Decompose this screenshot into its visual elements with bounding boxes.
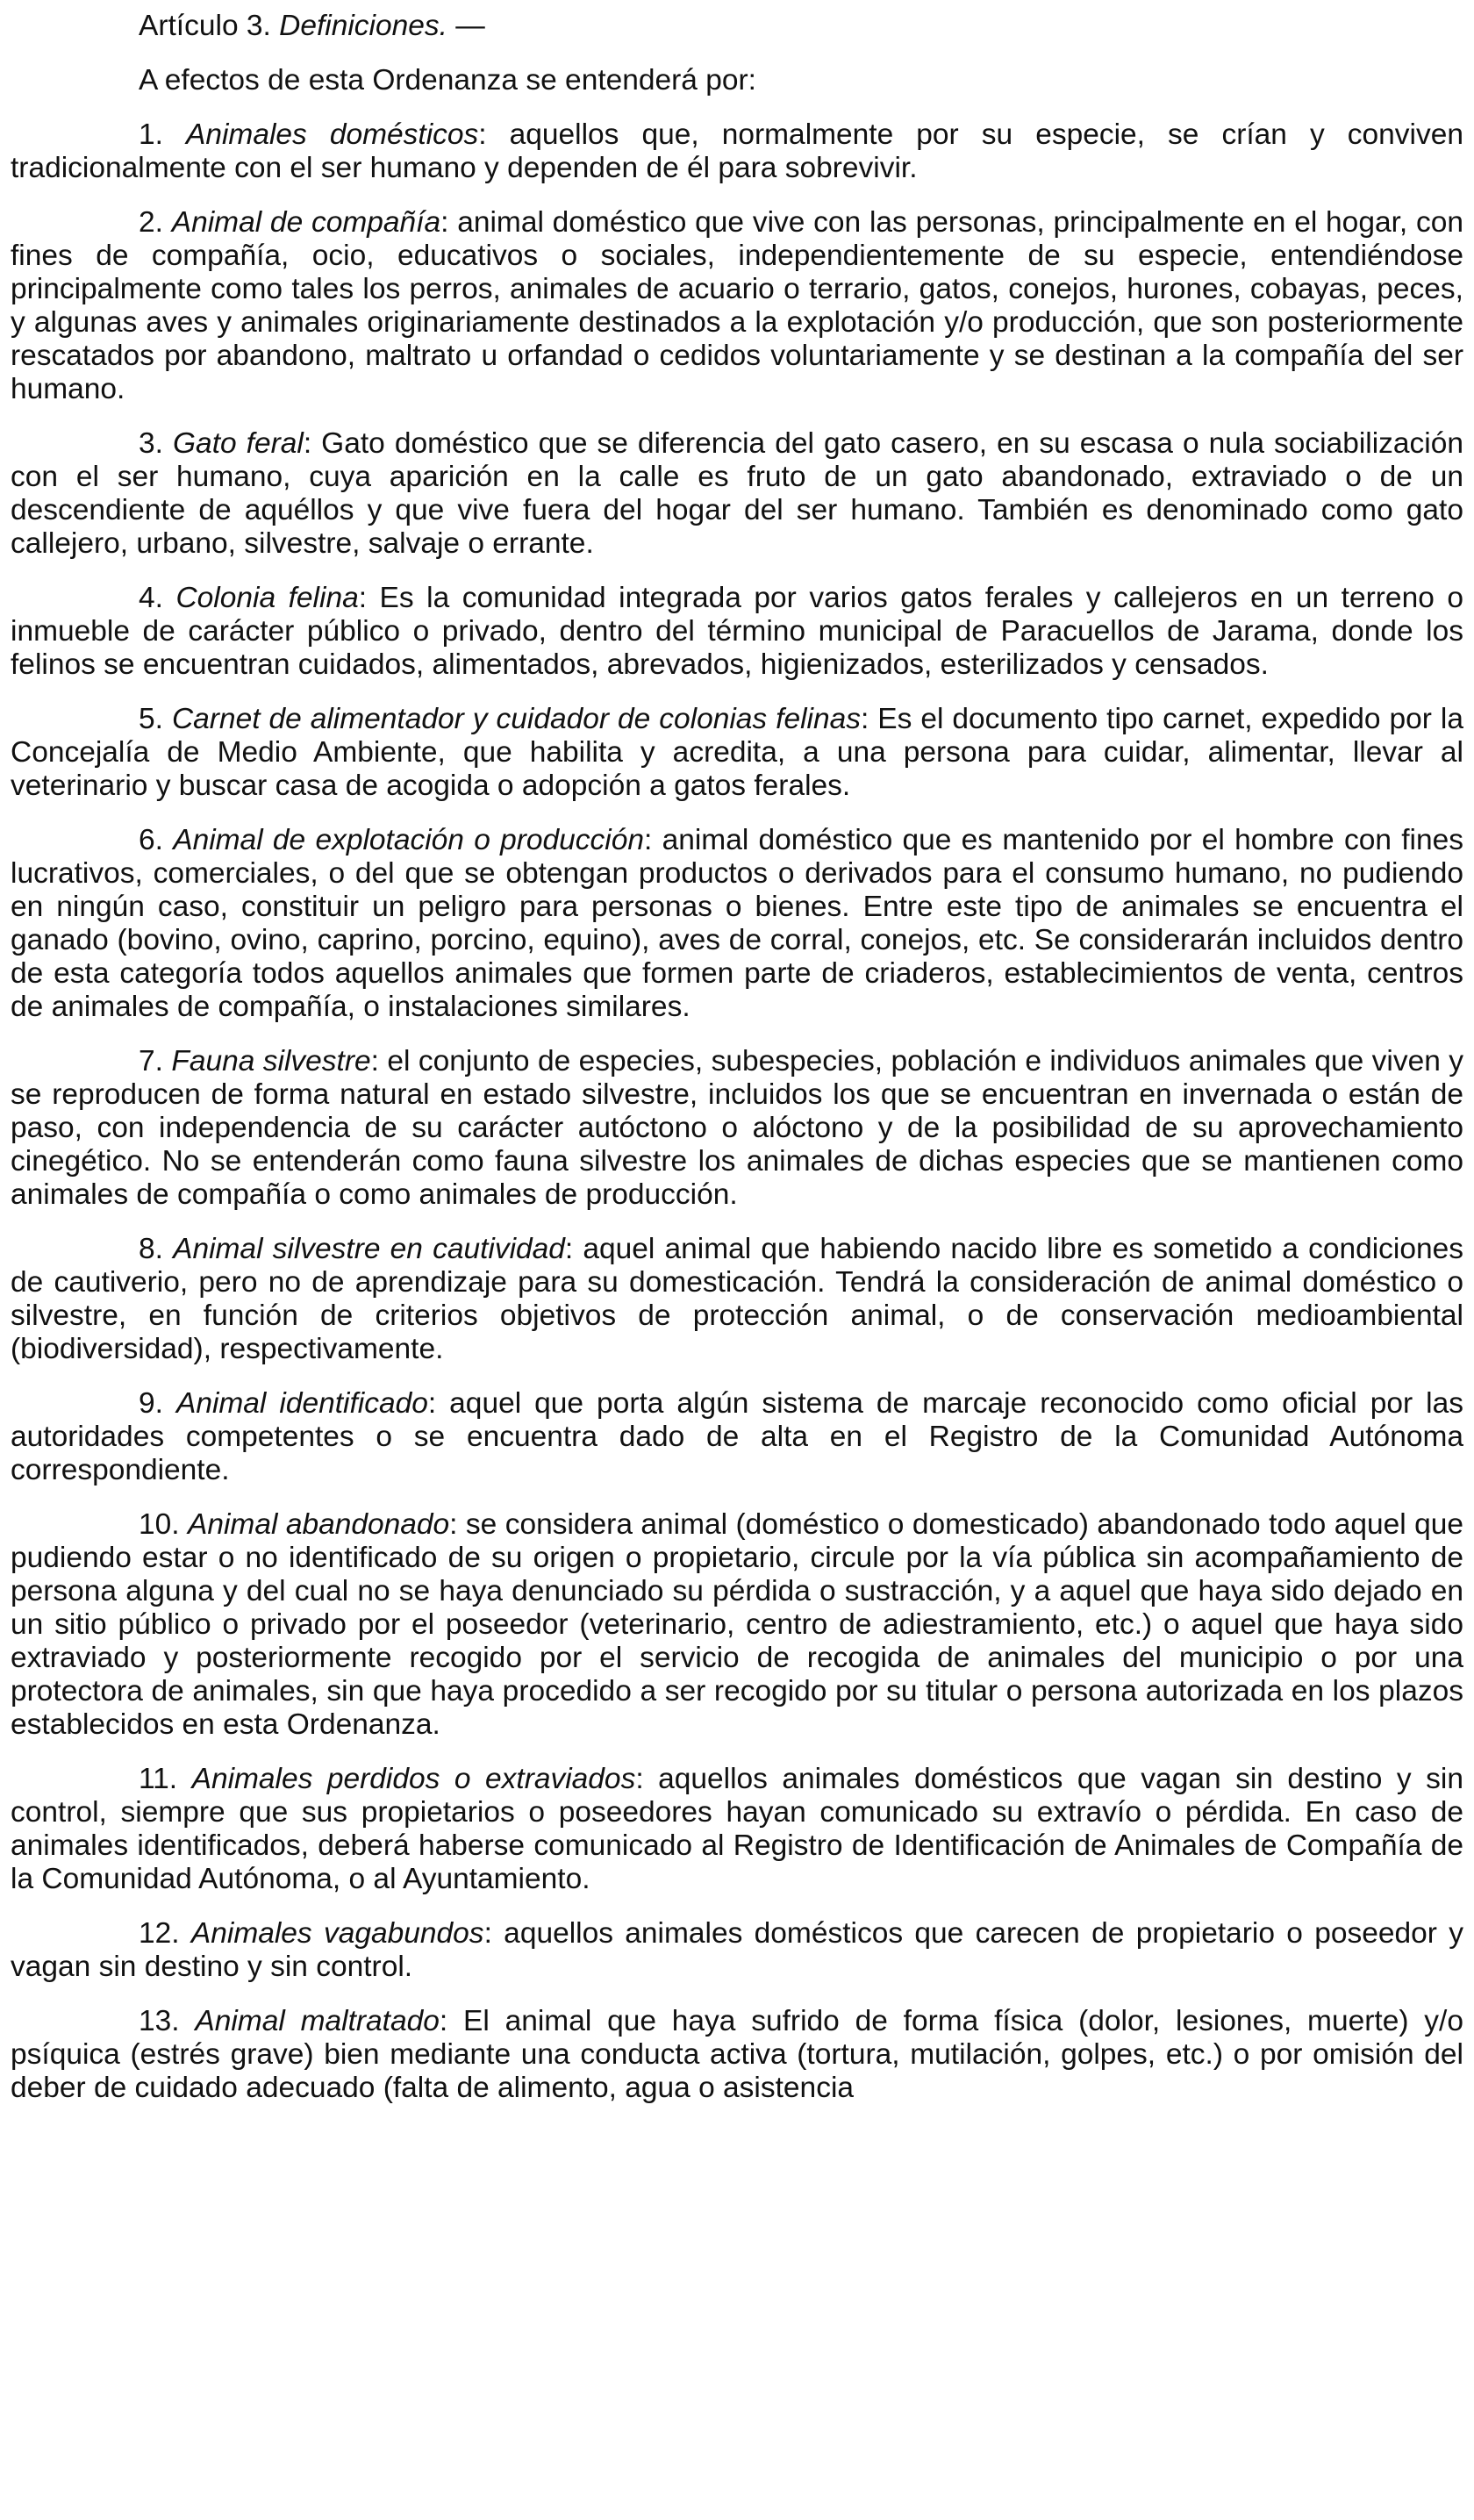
definition-8	[11, 1233, 1463, 1366]
definition-term: Animal de compañía	[171, 206, 441, 239]
definition-number: 11.	[139, 1763, 178, 1795]
definition-text: : Es el documento tipo carnet, expedido por la Concejalía de Medio Ambiente, que habilita y acredita, a una persona para cuidar, alimentar, llevar al veterinario y buscar casa de acogida o adopción a gatos ferales.	[11, 703, 1464, 802]
article-title: Definiciones.	[279, 10, 447, 42]
definition-12	[11, 1917, 1463, 1984]
definition-number: 8.	[139, 1233, 163, 1265]
intro-text: A efectos de esta Ordenanza se entenderá por:	[139, 64, 756, 97]
definition-term: Animal abandonado	[188, 1508, 450, 1541]
definition-number: 13.	[139, 2005, 180, 2037]
definition-text: : el conjunto de especies, subespecies, población e individuos animales que viven y se reproducen de forma natural en estado silvestre, incluidos los que se encuentran en invernada o están de paso, con independencia de su carácter autóctono o alóctono y de la posibilidad de su aprovechamiento cinegético. No se entenderán como fauna silvestre los animales de dichas especies que se mantienen como animales de compañía o como animales de producción.	[11, 1045, 1464, 1211]
definition-number: 2.	[139, 206, 163, 239]
definition-text: : El animal que haya sufrido de forma física (dolor, lesiones, muerte) y/o psíquica (estrés grave) bien mediante una conducta activa (tortura, mutilación, golpes, etc.) o por omisión del deber de cuidado adecuado (falta de alimento, agua o asistencia	[11, 2005, 1463, 2104]
definition-term: Animal silvestre en cautividad	[173, 1233, 565, 1265]
definition-number: 9.	[139, 1387, 163, 1420]
definition-number: 10.	[139, 1508, 180, 1541]
definition-7	[11, 1045, 1463, 1212]
definition-term: Fauna silvestre	[171, 1045, 371, 1077]
definition-term: Animales domésticos	[186, 118, 479, 151]
definition-6	[11, 824, 1463, 1024]
definition-13	[11, 2005, 1463, 2105]
article-number: Artículo 3.	[139, 10, 271, 42]
definition-term: Animales vagabundos	[190, 1917, 484, 1950]
definition-term: Animales perdidos o extraviados	[191, 1763, 636, 1795]
definition-text: : se considera animal (doméstico o domesticado) abandonado todo aquel que pudiendo estar o no identificado de su origen o propietario, circule por la vía pública sin acompañamiento de persona alguna y del cual no se haya denunciado su pérdida o sustracción, y a aquel que haya sido dejado en un sitio público o privado por el poseedor (veterinario, centro de adiestramiento, etc.) o aquel que haya sido extraviado y posteriormente recogido por el servicio de recogida de animales del municipio o por una protectora de animales, sin que haya procedido a ser recogido por su titular o persona autorizada en los plazos establecidos en esta Ordenanza.	[11, 1508, 1463, 1741]
definition-text: : aquel animal que habiendo nacido libre es sometido a condiciones de cautiverio, pero no de aprendizaje para su domesticación. Tendrá la consideración de animal doméstico o silvestre, en función de criterios objetivos de protección animal, o de conservación medioambiental (biodiversidad), respectivamente.	[11, 1233, 1463, 1365]
definition-text: : Gato doméstico que se diferencia del gato casero, en su escasa o nula sociabilización con el ser humano, cuya aparición en la calle es fruto de un gato abandonado, extraviado o de un descendiente de aquéllos y que vive fuera del hogar del ser humano. También es denominado como gato callejero, urbano, silvestre, salvaje o errante.	[11, 427, 1464, 560]
definition-number: 1.	[139, 118, 163, 151]
definition-text: : Es la comunidad integrada por varios gatos ferales y callejeros en un terreno o inmueble de carácter público o privado, dentro del término municipal de Paracuellos de Jarama, donde los felinos se encuentran cuidados, alimentados, abrevados, higienizados, esterilizados y censados.	[11, 582, 1463, 681]
definition-term: Animal identificado	[175, 1387, 428, 1420]
definition-number: 6.	[139, 824, 163, 856]
document-page	[11, 0, 1463, 2105]
article-heading	[11, 10, 1463, 43]
definition-3	[11, 427, 1463, 561]
definition-term: Animal maltratado	[195, 2005, 440, 2037]
definition-1	[11, 118, 1463, 185]
definition-number: 5.	[139, 703, 163, 735]
definition-text: : aquellos animales domésticos que carecen de propietario o poseedor y vagan sin destino y sin control.	[11, 1917, 1464, 1983]
definition-9	[11, 1387, 1463, 1487]
definition-text: : aquel que porta algún sistema de marcaje reconocido como oficial por las autoridades competentes o se encuentra dado de alta en el Registro de la Comunidad Autónoma correspondiente.	[11, 1387, 1463, 1486]
definition-text: : animal doméstico que vive con las personas, principalmente en el hogar, con fines de compañía, ocio, educativos o sociales, independientemente de su especie, entendiéndose principalmente como tales los perros, animales de acuario o terrario, gatos, conejos, hurones, cobayas, peces, y algunas aves y animales originariamente destinados a la explotación y/o producción, que son posteriormente rescatados por abandono, maltrato u orfandad o cedidos voluntariamente y se destinan a la compañía del ser humano.	[11, 206, 1463, 405]
definition-text: : animal doméstico que es mantenido por el hombre con fines lucrativos, comerciales, o del que se obtengan productos o derivados para el consumo humano, no pudiendo en ningún caso, constituir un peligro para personas o bienes. Entre este tipo de animales se encuentra el ganado (bovino, ovino, caprino, porcino, equino), aves de corral, conejos, etc. Se considerarán incluidos dentro de esta categoría todos aquellos animales que formen parte de criaderos, establecimientos de venta, centros de animales de compañía, o instalaciones similares.	[11, 824, 1463, 1023]
definition-term: Gato feral	[173, 427, 304, 460]
definition-text: : aquellos que, normalmente por su especie, se crían y conviven tradicionalmente con el ser humano y dependen de él para sobrevivir.	[11, 118, 1463, 184]
definition-number: 7.	[139, 1045, 163, 1077]
article-dash: —	[455, 10, 485, 42]
definition-11	[11, 1763, 1463, 1896]
definition-5	[11, 703, 1463, 803]
definition-number: 12.	[139, 1917, 180, 1950]
definition-number: 3.	[139, 427, 163, 460]
definition-2	[11, 206, 1463, 406]
definition-term: Carnet de alimentador y cuidador de colonias felinas	[171, 703, 861, 735]
definition-number: 4.	[139, 582, 163, 614]
definition-10	[11, 1508, 1463, 1742]
definition-term: Colonia felina	[175, 582, 359, 614]
definition-text: : aquellos animales domésticos que vagan sin destino y sin control, siempre que sus propietarios o poseedores hayan comunicado su extravío o pérdida. En caso de animales identificados, deberá haberse comunicado al Registro de Identificación de Animales de Compañía de la Comunidad Autónoma, o al Ayuntamiento.	[11, 1763, 1463, 1895]
definition-term: Animal de explotación o producción	[173, 824, 644, 856]
definition-4	[11, 582, 1463, 682]
